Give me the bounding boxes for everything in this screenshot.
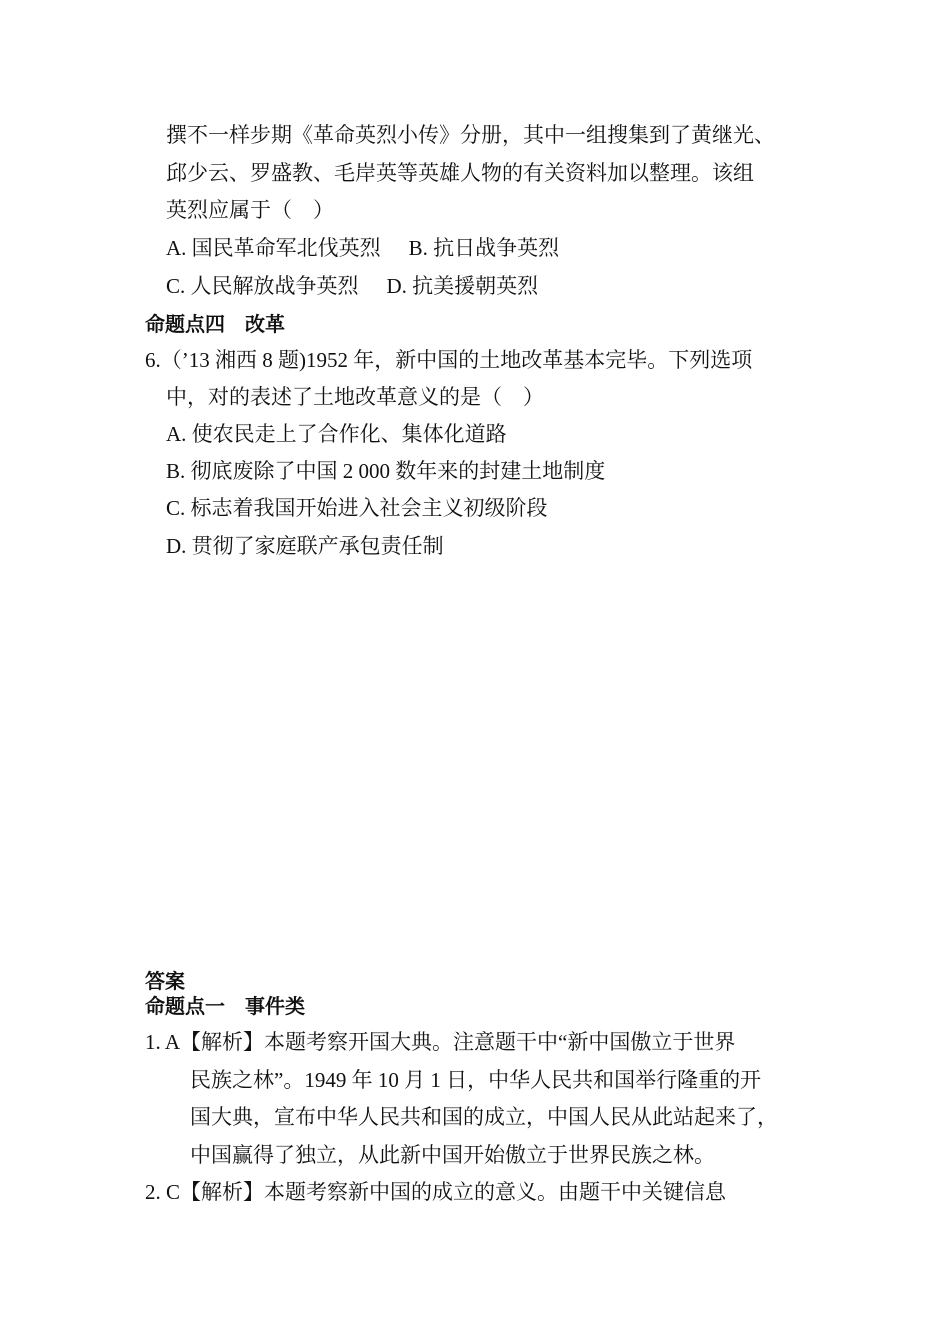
q5-text-line-3: 英烈应属于（ ） <box>166 198 334 222</box>
q5-option-a: A. 国民革命军北伐英烈 <box>166 236 381 260</box>
q6-option-c: C. 标志着我国开始进入社会主义初级阶段 <box>166 496 548 520</box>
q5-text-line-2: 邱少云、罗盛教、毛岸英等英雄人物的有关资料加以整理。该组 <box>166 161 754 185</box>
q6-option-b: B. 彻底废除了中国 2 000 数年来的封建土地制度 <box>166 459 606 483</box>
q5-option-d: D. 抗美援朝英烈 <box>386 274 539 298</box>
q6-option-a: A. 使农民走上了合作化、集体化道路 <box>166 422 507 446</box>
q6-option-d: D. 贯彻了家庭联产承包责任制 <box>166 534 444 558</box>
section-heading-reform: 命题点四 改革 <box>145 312 285 336</box>
q6-text-line-2: 中，对的表述了土地改革意义的是（ ） <box>166 385 544 409</box>
answers-section-heading-events: 命题点一 事件类 <box>145 994 305 1018</box>
answers-heading: 答案 <box>145 969 185 993</box>
q5-option-b: B. 抗日战争英烈 <box>408 236 560 260</box>
q5-text-line-1: 撰不一样步期《革命英烈小传》分册，其中一组搜集到了黄继光、 <box>166 123 775 147</box>
answer-1-line-3: 国大典，宣布中华人民共和国的成立，中国人民从此站起来了， <box>190 1105 778 1129</box>
q5-option-c: C. 人民解放战争英烈 <box>166 274 359 298</box>
answer-1-line-1: 1. A【解析】本题考察开国大典。注意题干中“新中国傲立于世界 <box>145 1030 736 1054</box>
q5-options-row-2 <box>166 272 538 300</box>
answer-1-line-2: 民族之林”。1949 年 10 月 1 日，中华人民共和国举行隆重的开 <box>190 1068 762 1092</box>
answer-2-line-1: 2. C【解析】本题考察新中国的成立的意义。由题干中关键信息 <box>145 1180 727 1204</box>
q5-options-row-1 <box>166 234 559 262</box>
q6-text-line-1: 6.（’13 湘西 8 题)1952 年，新中国的土地改革基本完毕。下列选项 <box>145 348 753 372</box>
answer-1-line-4: 中国赢得了独立，从此新中国开始傲立于世界民族之林。 <box>190 1143 715 1167</box>
